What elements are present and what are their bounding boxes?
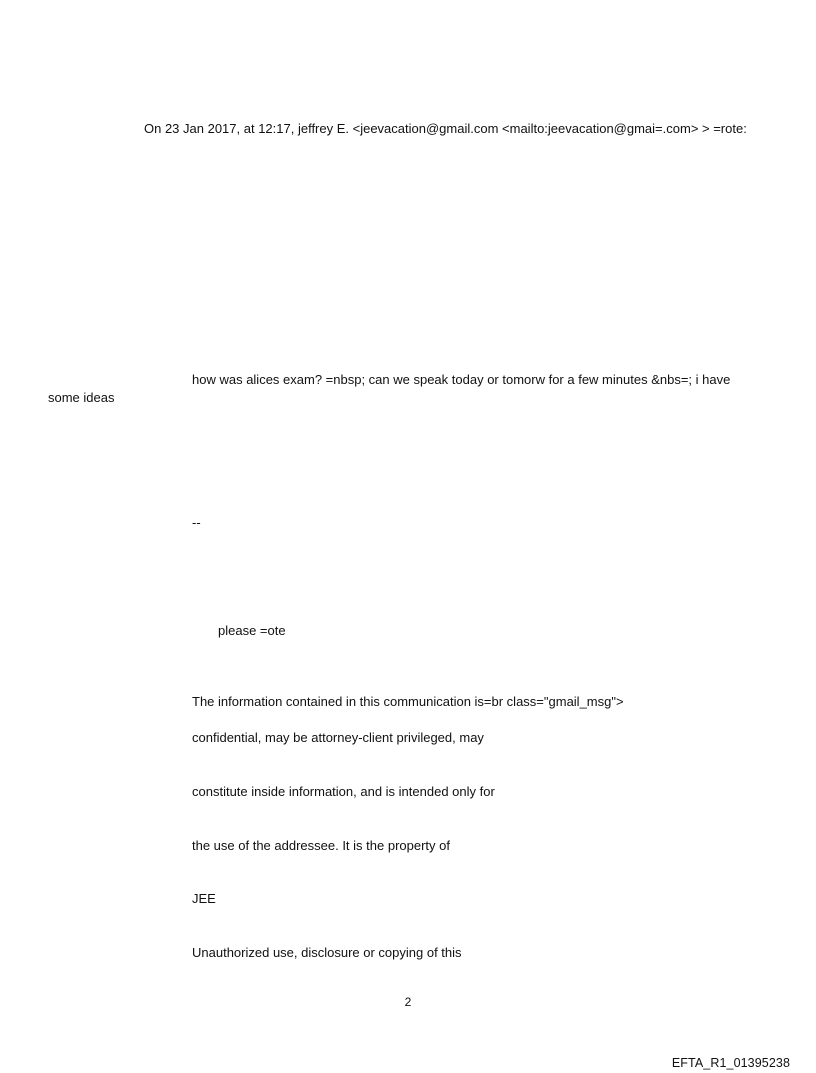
disclaimer-line-6: Unauthorized use, disclosure or copying of this — [192, 945, 462, 960]
message-line-1: how was alices exam? =nbsp; can we speak today or tomorw for a few minutes &nbs=; i have — [192, 372, 731, 387]
disclaimer-line-3: constitute inside information, and is intended only for — [192, 784, 495, 799]
message-line-2: some ideas — [48, 390, 115, 405]
page-number: 2 — [404, 995, 412, 1009]
disclaimer-line-5: JEE — [192, 891, 216, 906]
disclaimer-line-1: The information contained in this communication is=br class="gmail_msg"> — [192, 694, 624, 709]
signature-separator: -- — [192, 515, 201, 530]
disclaimer-line-2: confidential, may be attorney-client privileged, may — [192, 730, 484, 745]
email-header-line: On 23 Jan 2017, at 12:17, jeffrey E. <jeevacation@gmail.com <mailto:jeevacation@gmai=.com> > =rote: — [144, 121, 747, 136]
document-id: EFTA_R1_01395238 — [671, 1056, 790, 1070]
please-note-line: please =ote — [218, 623, 286, 638]
disclaimer-line-4: the use of the addressee. It is the property of — [192, 838, 450, 853]
